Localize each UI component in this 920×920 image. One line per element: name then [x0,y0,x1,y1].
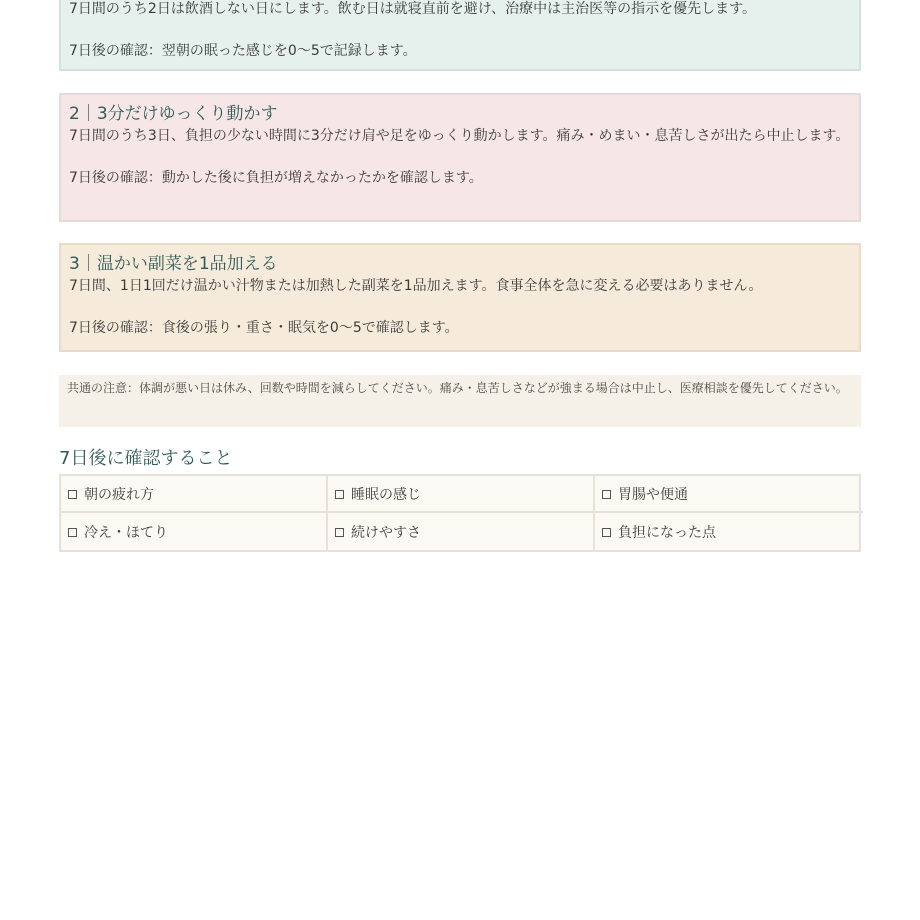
plan-card-3 [59,243,861,352]
plan-card-2-body: 7日間のうち3日、負担の少ない時間に3分だけ肩や足をゆっくり動かします。痛み・めまい・息苦しさが出たら中止します。 [69,128,850,144]
plan-card-1 [59,0,861,71]
checkbox-icon[interactable] [335,528,344,537]
checklist-item-label: 冷え・ほてり [84,524,168,541]
plan-card-2-check: 7日後の確認：動かした後に負担が増えなかったかを確認します。 [69,170,483,186]
checklist-item[interactable] [595,476,863,513]
checklist-item[interactable] [61,476,328,513]
checklist-grid [59,474,861,552]
checklist-item-label: 続けやすさ [351,524,421,541]
checklist-item[interactable] [328,476,595,513]
plan-card-1-check: 7日後の確認：翌朝の眠った感じを0〜5で記録します。 [69,43,417,59]
plan-card-3-check: 7日後の確認：食後の張り・重さ・眠気を0〜5で確認します。 [69,320,459,336]
checklist-item[interactable] [328,513,595,550]
checklist-item-label: 睡眠の感じ [351,486,421,503]
plan-card-1-body: 7日間のうち2日は飲酒しない日にします。飲む日は就寝直前を避け、治療中は主治医等の指示を優先します。 [69,1,757,17]
plan-card-3-body: 7日間、1日1回だけ温かい汁物または加熱した副菜を1品加えます。食事全体を急に変える必要はありません。 [69,278,763,294]
checkbox-icon[interactable] [68,528,77,537]
checklist-item-label: 胃腸や便通 [618,486,688,503]
checklist-item[interactable] [61,513,328,550]
checkbox-icon[interactable] [335,490,344,499]
checklist-item-label: 負担になった点 [618,524,716,541]
common-note: 共通の注意：体調が悪い日は休み、回数や時間を減らしてください。痛み・息苦しさなどが強まる場合は中止し、医療相談を優先してください。 [59,375,861,427]
checkbox-icon[interactable] [602,528,611,537]
plan-card-3-title: 3｜温かい副菜を1品加える [69,254,278,274]
plan-card-2 [59,93,861,222]
checklist-item[interactable] [595,513,863,550]
checkbox-icon[interactable] [68,490,77,499]
checkbox-icon[interactable] [602,490,611,499]
checklist-item-label: 朝の疲れ方 [84,486,154,503]
plan-card-2-title: 2｜3分だけゆっくり動かす [69,104,278,124]
checklist-title: 7日後に確認すること [59,448,233,469]
